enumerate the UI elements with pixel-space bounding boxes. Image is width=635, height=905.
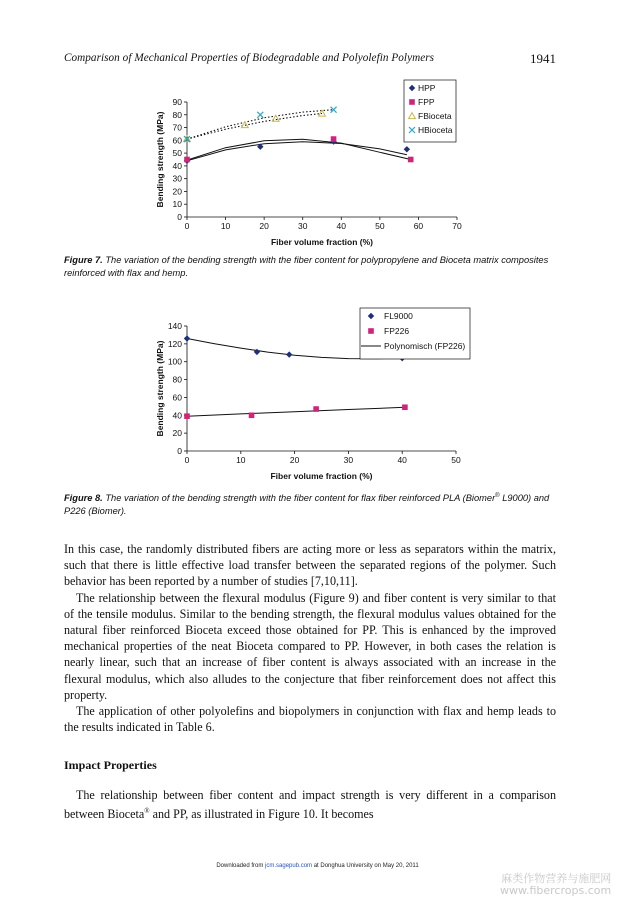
y-tick-label: 50 xyxy=(172,148,182,159)
figure-8-caption-label: Figure 8. xyxy=(64,493,103,504)
x-tick-label: 0 xyxy=(184,221,190,231)
body-text xyxy=(64,541,556,735)
paragraph-4-text-2: and PP, as illustrated in Figure 10. It becomes xyxy=(149,807,374,822)
data-point-fbioceta xyxy=(272,115,279,121)
y-tick-label: 40 xyxy=(172,410,182,421)
x-tick-label: 70 xyxy=(452,221,462,231)
figure-7-chart xyxy=(0,80,635,330)
y-tick-label: 0 xyxy=(177,446,182,456)
y-tick-label: 80 xyxy=(172,109,182,120)
paragraph-4 xyxy=(64,787,556,822)
data-point-fp226 xyxy=(249,412,255,418)
x-tick-label: 20 xyxy=(289,455,300,465)
y-tick-label: 30 xyxy=(172,173,182,184)
legend-box xyxy=(360,308,470,359)
legend-label: FBioceta xyxy=(418,111,452,121)
y-tick-label: 120 xyxy=(167,338,182,349)
figure-7-caption-text: The variation of the bending strength with the fiber content for polypropylene and Bioceta matrix composites reinforced with flax and hemp. xyxy=(64,255,549,278)
x-tick-label: 0 xyxy=(184,455,190,465)
figure-8-caption-text: The variation of the bending strength with the fiber content for flax fiber reinforced PLA (Biomer xyxy=(105,493,496,504)
data-point-fpp xyxy=(184,157,190,163)
y-tick-label: 0 xyxy=(177,212,182,222)
page-number: 1941 xyxy=(530,51,556,66)
figure-8-caption xyxy=(64,490,559,518)
footer-link[interactable]: jcm.sagepub.com xyxy=(265,863,313,869)
running-head xyxy=(64,52,556,68)
registered-mark: ® xyxy=(495,493,500,499)
y-tick-label: 60 xyxy=(172,135,182,146)
y-axis-title: Bending strength (MPa) xyxy=(155,340,165,437)
data-point-fbioceta xyxy=(241,122,248,128)
data-point-fp226 xyxy=(184,413,190,419)
data-point-fl9000 xyxy=(184,335,190,341)
running-title: Comparison of Mechanical Properties of Biodegradable and Polyolefin Polymers xyxy=(64,52,435,64)
data-point-fl9000 xyxy=(286,351,292,357)
y-tick-label: 40 xyxy=(172,160,182,171)
x-tick-label: 40 xyxy=(336,221,347,231)
x-tick-label: 30 xyxy=(297,221,308,231)
data-point-hpp xyxy=(404,146,410,152)
y-tick-label: 20 xyxy=(172,428,182,439)
y-tick-label: 60 xyxy=(172,392,182,403)
data-point-fpp xyxy=(331,136,337,142)
y-tick-label: 10 xyxy=(172,199,182,210)
paragraph-4-text: The relationship between fiber content and impact strength is very different in a comparison between Bioceta xyxy=(64,788,556,822)
data-point-hbioceta xyxy=(257,112,263,118)
y-tick-label: 20 xyxy=(172,186,182,197)
footer-suffix: at Donghua University on May 20, 2011 xyxy=(312,863,419,869)
trendline-fp226 xyxy=(187,407,405,416)
x-axis-title: Fiber volume fraction (%) xyxy=(270,471,373,481)
x-tick-label: 40 xyxy=(397,455,407,465)
legend-label: FL9000 xyxy=(384,311,413,321)
paragraph-1: In this case, the randomly distributed fibers are acting more or less as separators within the matrix, such that there is little effective load transfer between the separated regions of the polymer. Such behavior has been reported by a number of studies [7,10,11]. xyxy=(64,542,556,589)
trendline-fbioceta xyxy=(187,114,322,140)
data-point-fpp xyxy=(408,157,414,163)
y-tick-label: 80 xyxy=(172,374,182,385)
x-tick-label: 10 xyxy=(220,221,231,231)
x-tick-label: 50 xyxy=(451,455,461,465)
trendline-fpp xyxy=(187,139,411,160)
legend-label: Polynomisch (FP226) xyxy=(384,341,466,351)
figure-8-caption-text-2: L9000) and P226 (Biomer). xyxy=(64,493,550,517)
y-axis-title: Bending strength (MPa) xyxy=(155,111,165,208)
data-point-fl9000 xyxy=(254,349,260,355)
legend-marker xyxy=(368,328,374,334)
paragraph-2: The relationship between the flexural modulus (Figure 9) and fiber content is very similar to that of the tensile modulus. Similar to the bending strength, the flexural modulus values obtained for the natural fiber reinforced Bioceta exceed those obtained for PP. This is enhanced by the improved mechanical properties of the neat Bioceta compared to PP. However, in both cases the relation is nearly linear, such that an increase of fiber content is always associated with an increase in the flexural modulus, which also alludes to the conjecture that fiber reinforcement does not affect this property. xyxy=(64,590,556,702)
x-tick-label: 30 xyxy=(343,455,354,465)
legend-label: HBioceta xyxy=(418,125,453,135)
y-tick-label: 100 xyxy=(167,356,182,367)
watermark-line-1: 麻类作物营养与施肥网 xyxy=(501,872,612,885)
watermark-line-2: www.fibercrops.com xyxy=(500,884,612,897)
x-axis-title: Fiber volume fraction (%) xyxy=(270,237,374,247)
paragraph-3: The application of other polyolefins and biopolymers in conjunction with flax and hemp leads to the results indicated in Table 6. xyxy=(64,704,556,735)
x-tick-label: 60 xyxy=(413,221,424,231)
figure-7-caption xyxy=(64,254,559,280)
data-point-fbioceta xyxy=(319,110,326,116)
legend-label: HPP xyxy=(418,83,436,93)
section-heading: Impact Properties xyxy=(64,758,157,772)
y-tick-label: 70 xyxy=(172,122,182,133)
legend-label: FPP xyxy=(418,97,435,107)
x-tick-label: 50 xyxy=(375,221,385,231)
y-tick-label: 90 xyxy=(172,97,182,107)
watermark xyxy=(500,873,611,897)
figure-7-caption-label: Figure 7. xyxy=(64,255,103,265)
download-footer xyxy=(0,863,635,869)
data-point-fp226 xyxy=(313,406,319,412)
x-tick-label: 10 xyxy=(236,455,246,465)
y-tick-label: 140 xyxy=(167,321,182,331)
footer-prefix: Downloaded from xyxy=(216,863,266,869)
legend-label: FP226 xyxy=(384,326,410,336)
x-tick-label: 20 xyxy=(259,221,269,231)
legend-marker xyxy=(409,99,415,105)
data-point-fp226 xyxy=(402,404,408,410)
figure-8-chart xyxy=(0,300,635,490)
registered-mark: ® xyxy=(144,807,150,816)
